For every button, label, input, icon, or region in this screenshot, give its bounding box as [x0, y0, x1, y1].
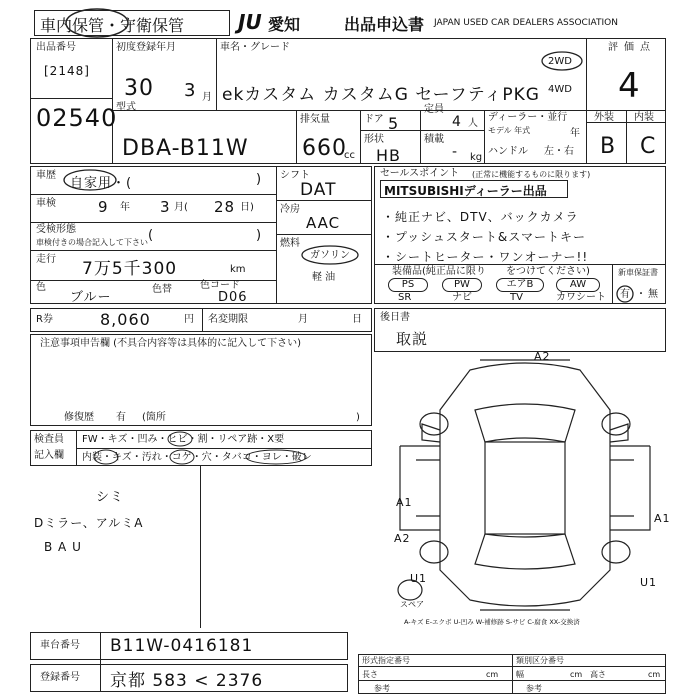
notes-label: 注意事項申告欄 (不具合内容等は具体的に記入して下さい): [40, 338, 301, 349]
type-number-label: 類別区分番号: [516, 656, 564, 665]
post-docs-label: 後日書: [380, 312, 410, 323]
equip-kawa-seat: カワシート: [556, 292, 606, 303]
shift-label: シフト: [280, 170, 310, 181]
equip-aw: AW: [556, 278, 600, 292]
reg-label: 登録番号: [40, 672, 80, 683]
lot-sub: [2148]: [44, 64, 90, 78]
color-code-label: 色コード: [200, 280, 240, 291]
damage-mark-6: U1: [640, 576, 658, 589]
inspector-row-1: FW・キズ・凹み・ヒビ・割・リペア跡・X要: [82, 434, 285, 445]
equip-airbag: エアB: [496, 278, 544, 292]
r-ticket-box: [30, 308, 372, 332]
length-unit: cm: [486, 670, 499, 679]
inspector-label-2: 記入欄: [34, 450, 64, 461]
width-label: 幅: [516, 670, 524, 679]
doors-label: ドア: [364, 114, 384, 125]
sales-point-1: ・純正ナビ、DTV、バックカメラ: [382, 210, 579, 224]
lot-number: 02540: [36, 104, 118, 132]
chassis-label: 車台番号: [40, 640, 80, 651]
shape-label: 形状: [364, 134, 384, 145]
dealer-label: ディーラー・並行: [488, 112, 568, 123]
equipment-label-2: をつけてください): [506, 266, 590, 277]
inspection-year-unit: 年: [120, 202, 130, 213]
inspector-label-1: 検査員: [34, 434, 64, 445]
shape-value: HB: [376, 146, 402, 165]
storage-circle: [64, 6, 130, 40]
name-change-month: 月: [298, 314, 308, 325]
inspection-label: 車検: [36, 198, 56, 209]
mileage-label: 走行: [36, 254, 56, 265]
name-change-day: 日: [352, 314, 362, 325]
assoc-name: JAPAN USED CAR DEALERS ASSOCIATION: [434, 18, 618, 28]
damage-mark-2: A1: [396, 496, 413, 509]
damage-legend: A-キズ E-エクボ U-凹み W-補修跡 S-サビ C-腐食 XX-交換済: [404, 618, 580, 626]
repair-label: 修復歴: [64, 412, 94, 423]
history-close: ): [256, 172, 263, 187]
equip-pw: PW: [442, 278, 482, 292]
car-name-value: ekカスタム カスタムG セーフティPKG: [222, 85, 540, 105]
capacity-unit: 人: [468, 118, 478, 129]
first-reg-month: 3: [184, 80, 197, 101]
post-docs-value: 取説: [396, 330, 429, 348]
equip-ps: PS: [388, 278, 428, 292]
inspector-note-1: シミ: [96, 490, 125, 505]
inspection-year: 9: [98, 198, 109, 216]
damage-mark-3: A2: [394, 532, 411, 545]
ju-logo-icon: JU: [238, 10, 262, 34]
damage-mark-5: A1: [654, 512, 671, 525]
load-unit: kg: [470, 152, 483, 163]
first-reg-year: 30: [124, 76, 154, 101]
ac-label: 冷房: [280, 204, 300, 215]
rating-int-value: C: [640, 134, 657, 159]
history-label: 車歴: [36, 170, 56, 181]
drive-4wd: 4WD: [548, 84, 572, 95]
name-change-label: 名変期限: [208, 314, 248, 325]
sales-points-sub: (正常に機能するものに限ります): [472, 170, 591, 179]
fuel-diesel: 軽 油: [312, 272, 336, 283]
fuel-gasoline: ガソリン: [310, 250, 350, 261]
equipment-label: 装備品(純正品に限り: [392, 266, 486, 277]
model-year-label: モデル 年式: [488, 126, 531, 135]
car-name-label: 車名・グレード: [220, 42, 290, 53]
history-value: 自家用・(: [70, 176, 133, 191]
repaint-label: 色替: [152, 284, 172, 295]
width-unit: cm: [570, 670, 583, 679]
first-reg-month-unit: 月: [202, 92, 212, 103]
ac-value: AAC: [306, 214, 341, 232]
equip-sr: SR: [398, 292, 412, 303]
displacement-unit: cc: [344, 150, 355, 161]
receive-form-close: ): [256, 228, 263, 243]
inspector-marks: [76, 430, 372, 466]
mileage-unit: km: [230, 264, 246, 275]
rating-ext-value: B: [600, 134, 617, 159]
capacity-value: 4: [452, 114, 462, 130]
handle-label: ハンドル: [488, 146, 528, 157]
repair-place-label: (箇所: [142, 412, 166, 423]
warranty-no: 無: [648, 289, 658, 300]
color-code-value: D06: [218, 290, 248, 305]
repair-place-close: ): [356, 412, 360, 423]
damage-mark-1: A2: [534, 350, 551, 363]
model-value: DBA-B11W: [122, 136, 249, 161]
shift-value: DAT: [300, 180, 337, 200]
spare-label: スペア: [400, 600, 424, 609]
org-name: 愛知: [268, 15, 301, 34]
model-year-unit: 年: [570, 128, 580, 139]
model-label: 型式: [116, 102, 136, 113]
inspector-row-2: 内装・キズ・汚れ・コゲ・穴・タバコ・ヨレ・破レ: [82, 452, 312, 463]
r-ticket-label: R券: [36, 314, 53, 325]
ref-label-1: 参考: [374, 684, 390, 693]
repair-value: 有: [116, 412, 126, 423]
r-ticket-value: 8,060: [100, 310, 151, 329]
inspection-month-unit: 月(: [174, 202, 188, 213]
equip-navi: ナビ: [452, 292, 472, 303]
mileage-value: 7万5千300: [82, 259, 178, 279]
color-label: 色: [36, 282, 46, 293]
doc-title: 出品申込書: [344, 15, 425, 34]
mitsubishi-text: MITSUBISHIディーラー出品: [384, 184, 547, 198]
inspection-day: 28: [214, 198, 236, 216]
damage-mark-4: U1: [410, 572, 428, 585]
handle-options: 左・右: [544, 146, 574, 157]
rating-value: 4: [618, 66, 641, 106]
r-ticket-unit: 円: [184, 314, 194, 325]
warranty-sep: ・: [636, 289, 646, 300]
warranty-label: 新車保証書: [618, 268, 658, 277]
lot-label: 出品番号: [36, 42, 76, 53]
height-label: 高さ: [590, 670, 606, 679]
inspector-note-2: Dミラー、アルミA: [34, 516, 144, 530]
rating-int-label: 内装: [634, 112, 654, 123]
displacement-value: 660: [302, 136, 347, 161]
ref-label-2: 参考: [526, 684, 542, 693]
form-number-label: 形式指定番号: [362, 656, 410, 665]
chassis-value: B11W-0416181: [110, 636, 254, 656]
receive-form-label: 受検形態: [36, 224, 76, 235]
inspector-note-3: B A U: [44, 540, 82, 554]
doors-value: 5: [388, 114, 400, 133]
receive-form-open: (: [148, 228, 155, 243]
inspection-day-unit: 日): [240, 202, 254, 213]
first-reg-label: 初度登録年月: [116, 42, 176, 53]
sales-point-2: ・プッシュスタート&スマートキー: [382, 230, 587, 244]
storage-title: 車内保管・守衛保管: [40, 16, 185, 35]
load-value: -: [452, 144, 459, 160]
reg-value: 京都 583 < 2376: [110, 671, 264, 691]
drive-2wd: 2WD: [548, 56, 572, 67]
color-value: ブルー: [70, 290, 112, 305]
receive-form-sub: 車検付きの場合記入して下さい: [36, 238, 148, 247]
warranty-yes: 有: [620, 289, 630, 300]
height-unit: cm: [648, 670, 661, 679]
fuel-label: 燃料: [280, 238, 300, 249]
load-label: 積載: [424, 134, 444, 145]
displacement-label: 排気量: [300, 114, 330, 125]
capacity-label: 定員: [424, 104, 444, 115]
rating-ext-label: 外装: [594, 112, 614, 123]
sales-point-3: ・シートヒーター・ワンオーナー!!: [382, 250, 589, 264]
rating-label: 評価点: [608, 42, 656, 53]
sales-points-label: セールスポイント: [380, 168, 460, 179]
inspection-month: 3: [160, 198, 171, 216]
length-label: 長さ: [362, 670, 378, 679]
equip-tv: TV: [510, 292, 523, 303]
